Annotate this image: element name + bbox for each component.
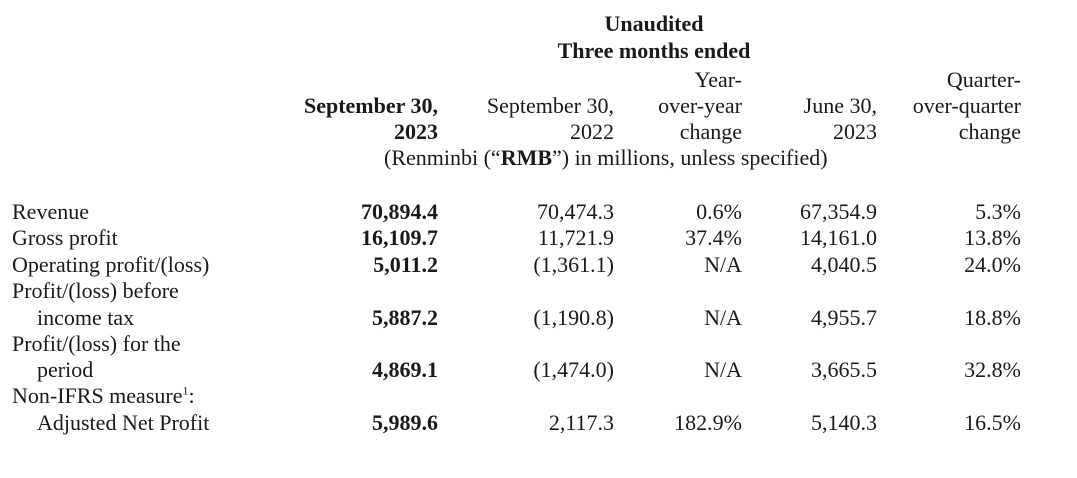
col-header-jun-2023-line3: 2023 (833, 119, 877, 144)
row-label-adjusted-net-profit: Adjusted Net Profit (37, 410, 210, 435)
row-label-operating-profit: Operating profit/(loss) (12, 252, 210, 277)
table-cell: 24.0% (964, 252, 1021, 277)
table-cell: 16,109.7 (361, 225, 438, 250)
table-cell: 5,887.2 (372, 305, 438, 330)
table-cell: 37.4% (685, 225, 742, 250)
row-label-profit-for-period-line1: Profit/(loss) for the (12, 331, 181, 356)
col-header-yoy-line1: Year- (694, 67, 742, 92)
table-cell: 13.8% (964, 225, 1021, 250)
table-cell: 5,140.3 (811, 410, 877, 435)
col-header-yoy-line3: change (679, 119, 742, 144)
table-title: Unaudited (604, 11, 704, 36)
table-cell: N/A (704, 357, 742, 382)
table-cell: 5,011.2 (373, 252, 438, 277)
table-cell: 3,665.5 (811, 357, 877, 382)
table-cell: 5,989.6 (372, 410, 438, 435)
table-cell: N/A (704, 252, 742, 277)
table-cell: (1,361.1) (533, 252, 614, 277)
table-cell: 2,117.3 (548, 410, 614, 435)
units-note: (Renminbi (“RMB”) in millions, unless specified) (384, 145, 828, 170)
table-cell: 16.5% (964, 410, 1021, 435)
table-cell: 18.8% (964, 305, 1021, 330)
table-subtitle: Three months ended (557, 38, 751, 63)
row-label-profit-before-tax-line1: Profit/(loss) before (12, 278, 179, 303)
row-label-revenue: Revenue (12, 199, 89, 224)
col-header-qoq-line1: Quarter- (946, 67, 1021, 92)
table-cell: 4,040.5 (811, 252, 877, 277)
table-cell: 70,474.3 (537, 199, 614, 224)
table-cell: 67,354.9 (800, 199, 877, 224)
table-cell: 4,869.1 (372, 357, 438, 382)
col-header-jun-2023-line2: June 30, (803, 93, 877, 118)
col-header-sep-2022-line3: 2022 (570, 119, 614, 144)
table-cell: 14,161.0 (800, 225, 877, 250)
col-header-sep-2023-line3: 2023 (394, 119, 438, 144)
row-label-profit-before-tax-line2: income tax (37, 305, 135, 330)
table-cell: 70,894.4 (361, 199, 438, 224)
row-label-gross-profit: Gross profit (12, 225, 118, 250)
footnote-marker: 1 (182, 383, 189, 398)
row-label-non-ifrs-heading: Non-IFRS measure$^1$: (12, 383, 195, 408)
table-cell: 4,955.7 (811, 305, 877, 330)
table-cell: N/A (704, 305, 742, 330)
table-cell: (1,190.8) (533, 305, 614, 330)
col-header-qoq-line2: over-quarter (912, 93, 1021, 118)
table-cell: 5.3% (975, 199, 1021, 224)
col-header-sep-2022-line2: September 30, (486, 93, 614, 118)
table-cell: 32.8% (964, 357, 1021, 382)
table-cell: 11,721.9 (537, 225, 614, 250)
table-cell: (1,474.0) (533, 357, 614, 382)
col-header-qoq-line3: change (958, 119, 1021, 144)
table-cell: 182.9% (674, 410, 742, 435)
row-label-profit-for-period-line2: period (37, 357, 94, 382)
table-cell: 0.6% (696, 199, 742, 224)
col-header-yoy-line2: over-year (658, 93, 742, 118)
col-header-sep-2023-line2: September 30, (303, 93, 438, 118)
